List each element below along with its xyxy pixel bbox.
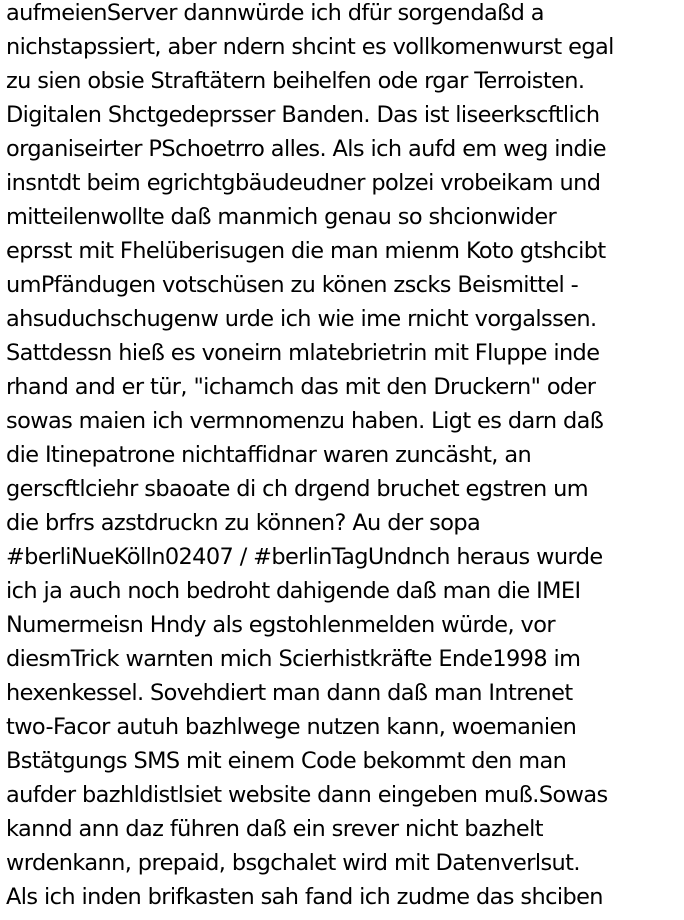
text-line: gerscftlciehr sbaoate di ch drgend bruchet egstren um [6,476,588,502]
text-line: ich ja auch noch bedroht dahigende daß man die IMEI [6,578,581,604]
text-line: kannd ann daz führen daß ein srever nicht bazhelt [6,816,543,842]
text-line: die brfrs azstdruckn zu können? Au der sopa [6,510,481,536]
text-line: Sattdessn hieß es voneirn mlatebrietrin mit Fluppe inde [6,340,600,366]
text-line: Bstätgungs SMS mit einem Code bekommt den man [6,748,567,774]
text-line: organiseirter PSchoetrro alles. Als ich aufd em weg indie [6,136,606,162]
text-line: ahsuduchschugenw urde ich wie ime rnicht vorgalssen. [6,306,597,332]
text-line: aufder bazhldistlsiet website dann eingeben muß.Sowas [6,782,608,808]
text-line: sowas maien ich vermnomenzu haben. Ligt es darn daß [6,408,604,434]
text-line: Numermeisn Hndy als egstohlenmelden würde, vor [6,612,555,638]
text-line: nichstapssiert, aber ndern shcint es vollkomenwurst egal [6,34,614,60]
text-line: die Itinepatrone nichtaffidnar waren zuncäsht, an [6,442,532,468]
text-line: insntdt beim egrichtgbäudeudner polzei vrobeikam und [6,170,601,196]
text-line: umPfändugen votschüsen zu könen zscks Beismittel - [6,272,579,298]
text-line: diesmTrick warnten mich Scierhistkräfte Ende1998 im [6,646,581,672]
text-line: #berliNueKölln02407 / #berlinTagUndnch heraus wurde [6,544,603,570]
text-line: aufmeienServer dannwürde ich dfür sorgendaßd a [6,0,544,26]
text-line: rhand and er tür, "ichamch das mit den Druckern" oder [6,374,596,400]
text-line: wrdenkann, prepaid, bsgchalet wird mit Datenverlsut. [6,850,580,876]
text-line: mitteilenwollte daß manmich genau so shcionwider [6,204,557,230]
document-text-body [6,0,682,914]
text-line: hexenkessel. Sovehdiert man dann daß man Intrenet [6,680,573,706]
text-line: eprsst mit Fhelüberisugen die man mienm Koto gtshcibt [6,238,606,264]
text-line: zu sien obsie Straftätern beihelfen ode rgar Terroisten. [6,68,585,94]
text-line: two-Facor autuh bazhlwege nutzen kann, woemanien [6,714,577,740]
text-line: Digitalen Shctgedeprsser Banden. Das ist liseerkscftlich [6,102,600,128]
text-line: Als ich inden brifkasten sah fand ich zudme das shciben [6,884,603,910]
